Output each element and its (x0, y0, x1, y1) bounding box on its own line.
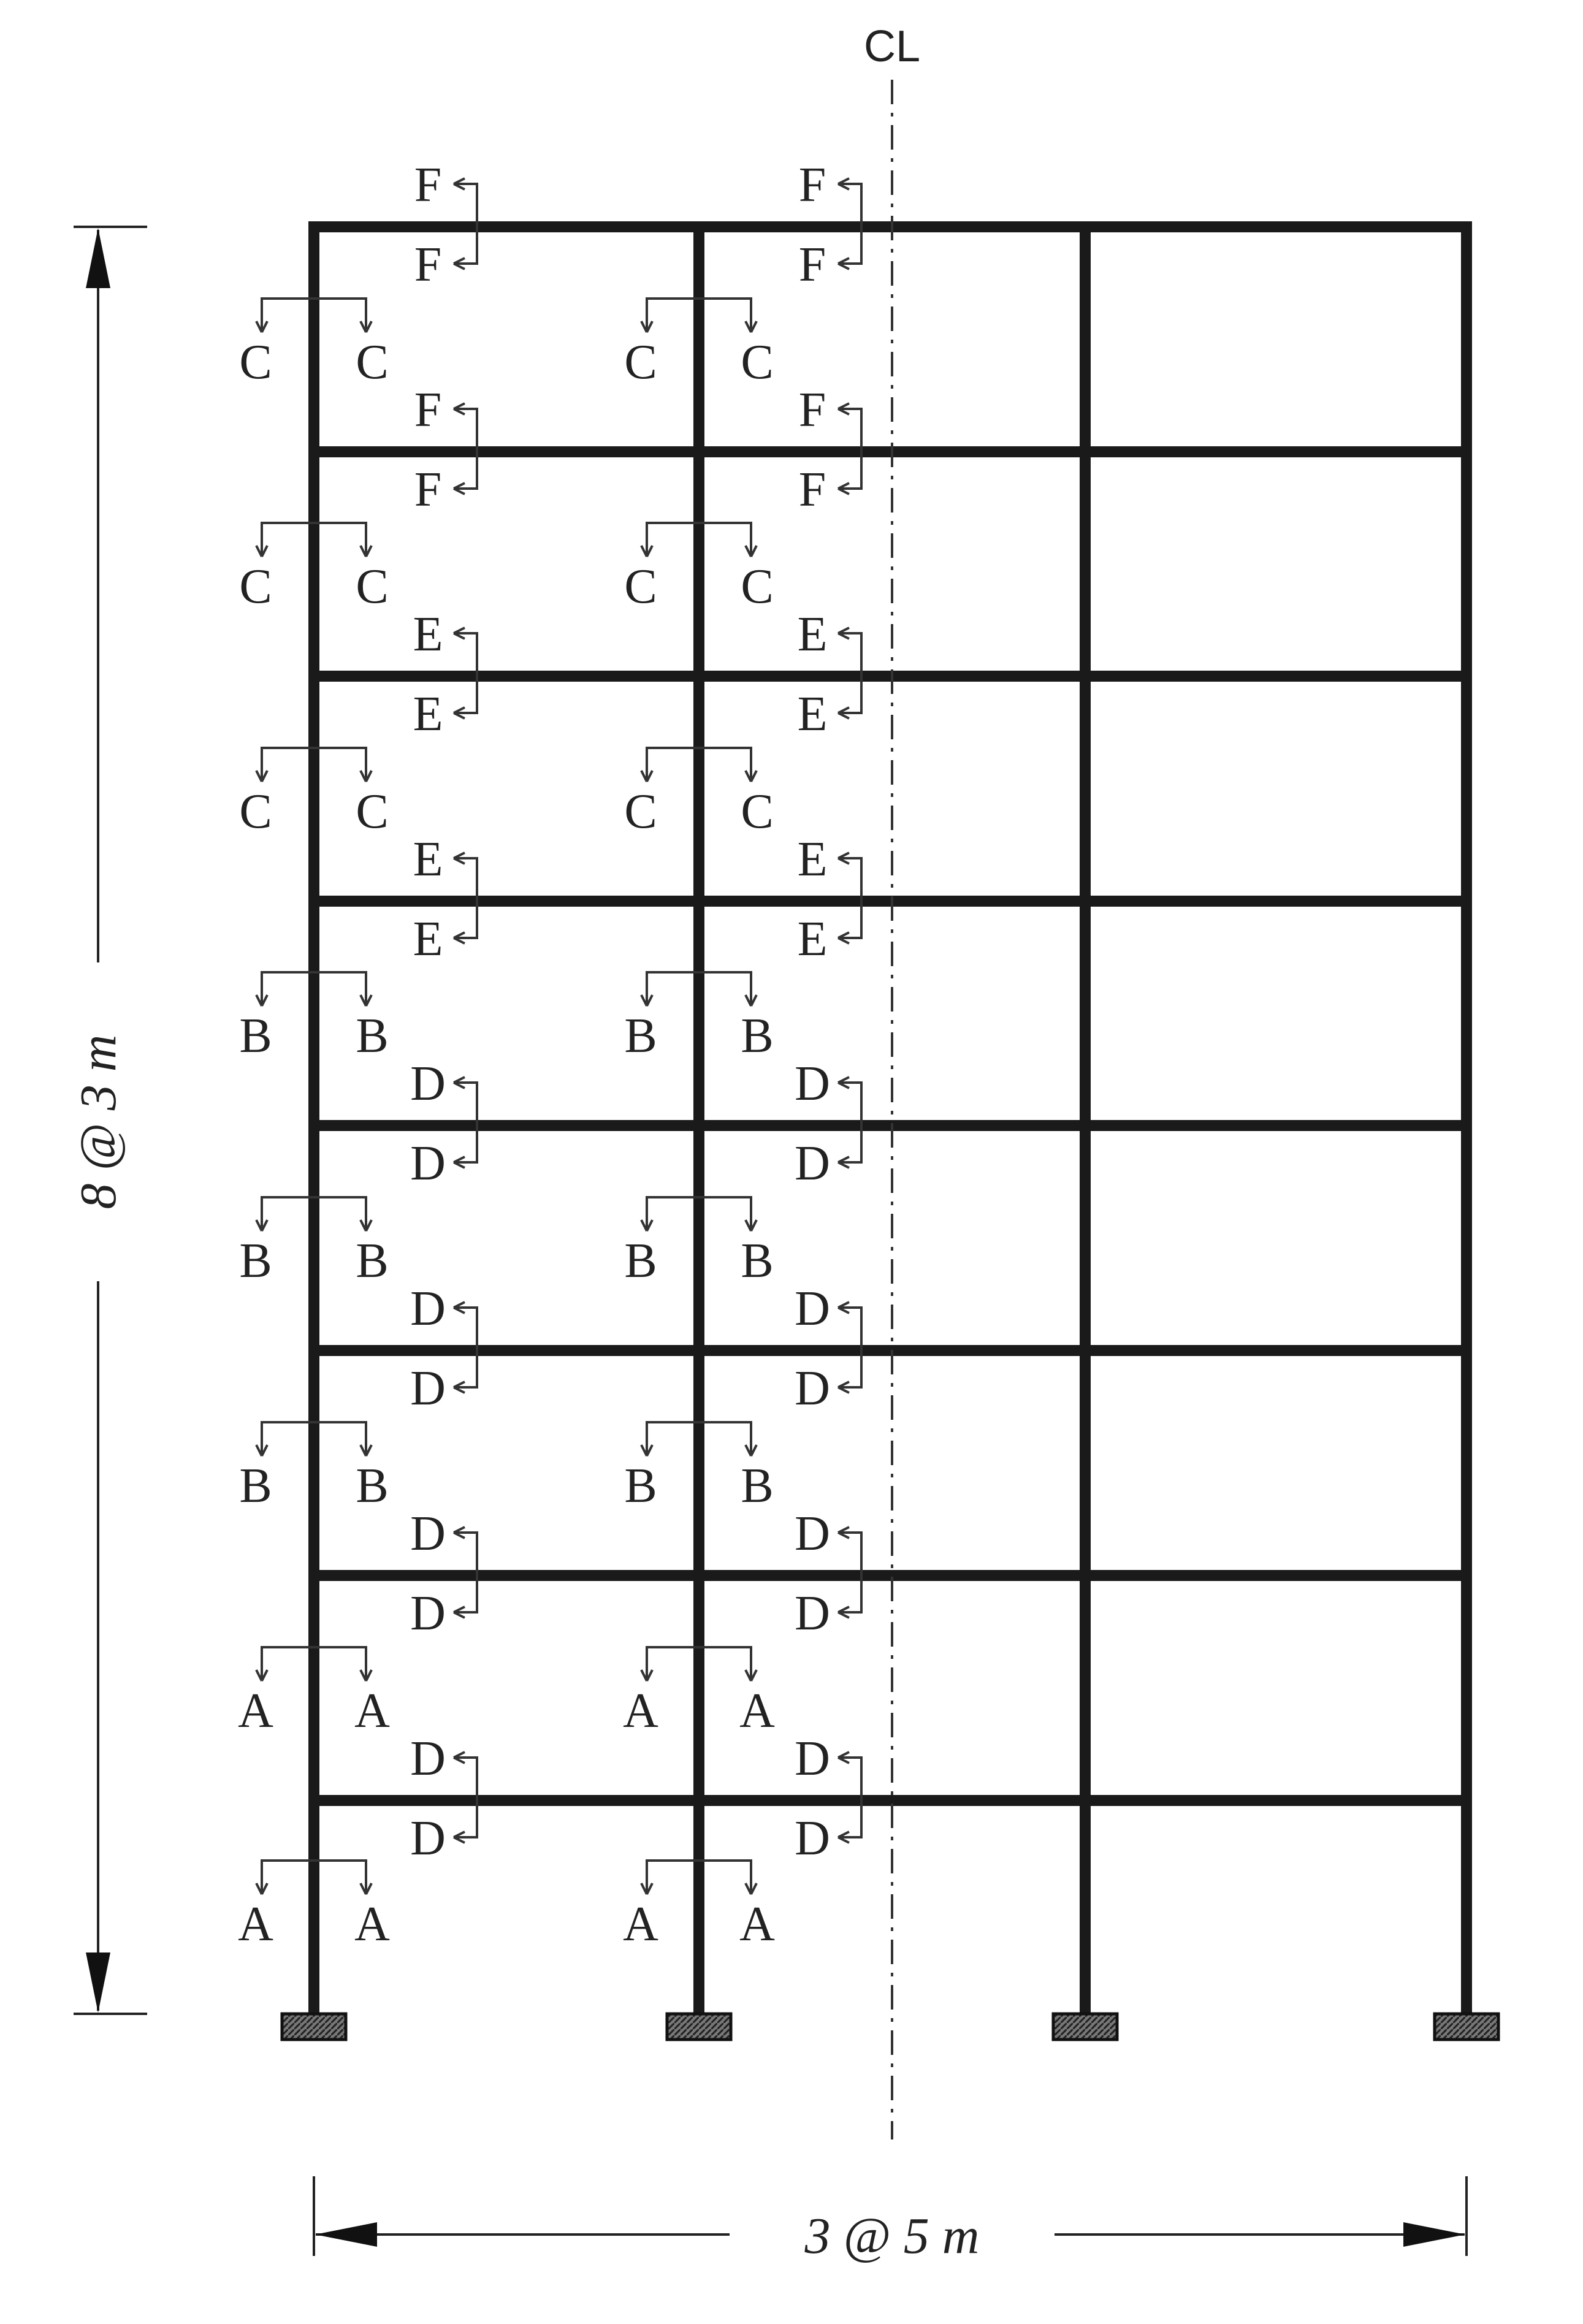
beam-section-label: D (410, 1812, 446, 1865)
beam-section-label: D (795, 1587, 830, 1640)
column-section-label: A (739, 1897, 775, 1951)
column-section-label: C (624, 560, 657, 614)
column-section-label: A (623, 1897, 658, 1951)
column-section-label: B (356, 1234, 389, 1288)
column-section-label: B (741, 1009, 774, 1063)
fixed-support (1053, 2014, 1117, 2040)
column-section-label: A (238, 1684, 273, 1738)
beam-section-label: D (795, 1282, 830, 1336)
width-dim-arrow-right (1403, 2222, 1465, 2247)
section-annotations (238, 158, 861, 1951)
beam-section-label: E (797, 608, 828, 661)
column-section-label: C (624, 785, 657, 839)
beam-section-label: F (798, 238, 826, 292)
column-section-label: C (356, 785, 389, 839)
width-dim-arrow-left (315, 2222, 377, 2247)
beam-section-label: D (795, 1362, 830, 1415)
fixed-support (667, 2014, 731, 2040)
width-dimension (314, 2176, 1467, 2265)
height-dimension (70, 227, 147, 2014)
column-section-label: C (239, 335, 272, 389)
beam-section-label: D (795, 1812, 830, 1865)
column-section-label: C (741, 785, 774, 839)
column-section-label: A (354, 1897, 390, 1951)
beam-section-label: F (798, 463, 826, 517)
beam-section-label: D (410, 1282, 446, 1336)
beam-section-label: D (795, 1507, 830, 1561)
height-dimension-label: 8 @ 3 m (70, 1034, 127, 1210)
column-section-label: B (239, 1459, 272, 1513)
column-section-label: B (624, 1459, 657, 1513)
beam-section-label: F (798, 383, 826, 437)
column-section-label: A (739, 1684, 775, 1738)
column-section-label: B (239, 1009, 272, 1063)
column-section-label: B (741, 1459, 774, 1513)
beam-section-label: D (410, 1587, 446, 1640)
column-section-label: C (356, 560, 389, 614)
column-section-label: B (741, 1234, 774, 1288)
beam-section-label: D (795, 1137, 830, 1191)
column-section-label: B (624, 1009, 657, 1063)
height-dim-arrow-down (86, 1953, 110, 2013)
beam-section-label: D (795, 1057, 830, 1111)
beam-section-label: D (410, 1362, 446, 1415)
column-section-label: A (623, 1684, 658, 1738)
centerline-label: CL (863, 22, 921, 71)
beam-section-label: F (798, 158, 826, 212)
column-section-label: B (239, 1234, 272, 1288)
column-section-label: A (238, 1897, 273, 1951)
height-dim-arrow-up (86, 228, 110, 288)
column-section-label: C (624, 335, 657, 389)
width-dimension-label: 3 @ 5 m (804, 2208, 980, 2265)
column-section-label: C (239, 785, 272, 839)
beam-section-label: D (410, 1732, 446, 1786)
beam-section-label: D (410, 1507, 446, 1561)
column-section-label: C (356, 335, 389, 389)
beam-section-label: E (413, 832, 443, 886)
beam-section-label: F (414, 238, 442, 292)
column-section-label: B (624, 1234, 657, 1288)
beam-section-label: E (413, 687, 443, 741)
beam-section-label: F (414, 158, 442, 212)
beam-section-label: E (797, 687, 828, 741)
beam-section-label: D (795, 1732, 830, 1786)
column-section-label: B (356, 1459, 389, 1513)
beam-section-label: F (414, 383, 442, 437)
column-section-label: C (741, 560, 774, 614)
beam-section-label: D (410, 1137, 446, 1191)
column-section-label: C (239, 560, 272, 614)
column-section-label: B (356, 1009, 389, 1063)
fixed-support (1435, 2014, 1498, 2040)
beam-section-label: E (797, 912, 828, 966)
beam-section-label: D (410, 1057, 446, 1111)
column-section-label: A (354, 1684, 390, 1738)
column-section-label: C (741, 335, 774, 389)
beam-section-label: E (413, 608, 443, 661)
fixed-support (282, 2014, 346, 2040)
beam-section-label: F (414, 463, 442, 517)
beam-section-label: E (797, 832, 828, 886)
beam-section-label: E (413, 912, 443, 966)
